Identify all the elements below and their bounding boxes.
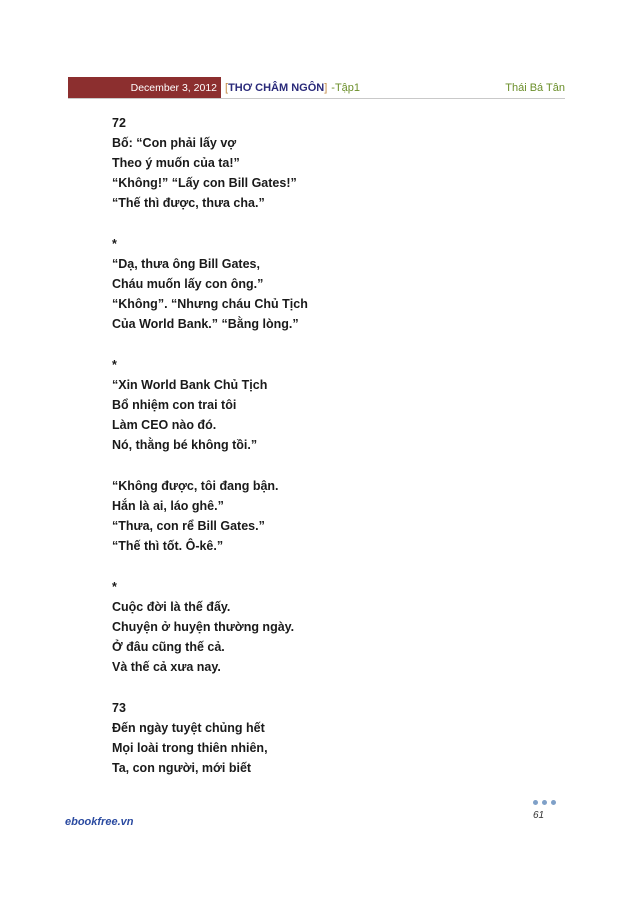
ornament-dot (533, 800, 538, 805)
stanza-gap (112, 455, 532, 476)
header-bracket-close: ] (324, 82, 328, 94)
header-bracket-open: [ (225, 82, 229, 94)
stanza-gap (112, 334, 532, 355)
stanza-gap (112, 677, 532, 698)
ornament-dot (551, 800, 556, 805)
running-header (68, 77, 565, 99)
header-author: Thái Bá Tân (505, 82, 565, 94)
poem-line: * (112, 580, 117, 594)
header-divider (68, 98, 565, 99)
poem-line: “Xin World Bank Chủ Tịch (112, 378, 268, 392)
poem-line: Mọi loài trong thiên nhiên, (112, 741, 268, 755)
poem-line: “Không!” “Lấy con Bill Gates!” (112, 176, 297, 190)
header-date: December 3, 2012 (68, 77, 221, 99)
poem-line: “Thế thì được, thưa cha.” (112, 196, 265, 210)
poem-line: * (112, 358, 117, 372)
stanza-gap (112, 556, 532, 577)
poem-line: Ở đâu cũng thế cả. (112, 640, 225, 654)
header-book-title: THƠ CHÂM NGÔN (228, 82, 325, 94)
header-volume: -Tập1 (331, 82, 361, 94)
poem-line: Làm CEO nào đó. (112, 418, 217, 432)
poem-line: Cháu muốn lấy con ông.” (112, 277, 264, 291)
poem-line: Và thế cả xưa nay. (112, 660, 221, 674)
stanza-gap (112, 213, 532, 234)
poem-line: Chuyện ở huyện thường ngày. (112, 620, 295, 634)
poem-line: “Không”. “Nhưng cháu Chủ Tịch (112, 297, 308, 311)
poem-line: * (112, 237, 117, 251)
poem-line: Đến ngày tuyệt chủng hết (112, 721, 265, 735)
poem-line: “Dạ, thưa ông Bill Gates, (112, 257, 260, 271)
poem-line: Cuộc đời là thế đấy. (112, 600, 231, 614)
poem-line: Theo ý muốn của ta!” (112, 156, 240, 170)
poem-line: Bổ nhiệm con trai tôi (112, 398, 237, 412)
ornament-dot (542, 800, 547, 805)
poem-line: Hắn là ai, láo ghê.” (112, 499, 224, 513)
poem-line: “Không được, tôi đang bận. (112, 479, 279, 493)
poem-body (112, 113, 532, 778)
poem-line: 72 (112, 116, 126, 130)
poem-line: Bố: “Con phải lấy vợ (112, 136, 237, 150)
poem-line: “Thế thì tốt. Ô-kê.” (112, 539, 224, 553)
poem-line: Ta, con người, mới biết (112, 761, 252, 775)
poem-line: “Thưa, con rể Bill Gates.” (112, 519, 265, 533)
poem-line: Nó, thằng bé không tồi.” (112, 438, 258, 452)
poem-line: Của World Bank.” “Bằng lòng.” (112, 317, 299, 331)
poem-line: 73 (112, 701, 126, 715)
source-link[interactable]: ebookfree.vn (65, 816, 134, 828)
page-number: 61 (533, 810, 545, 821)
page-ornament-dots (533, 800, 557, 808)
header-title (225, 77, 360, 99)
